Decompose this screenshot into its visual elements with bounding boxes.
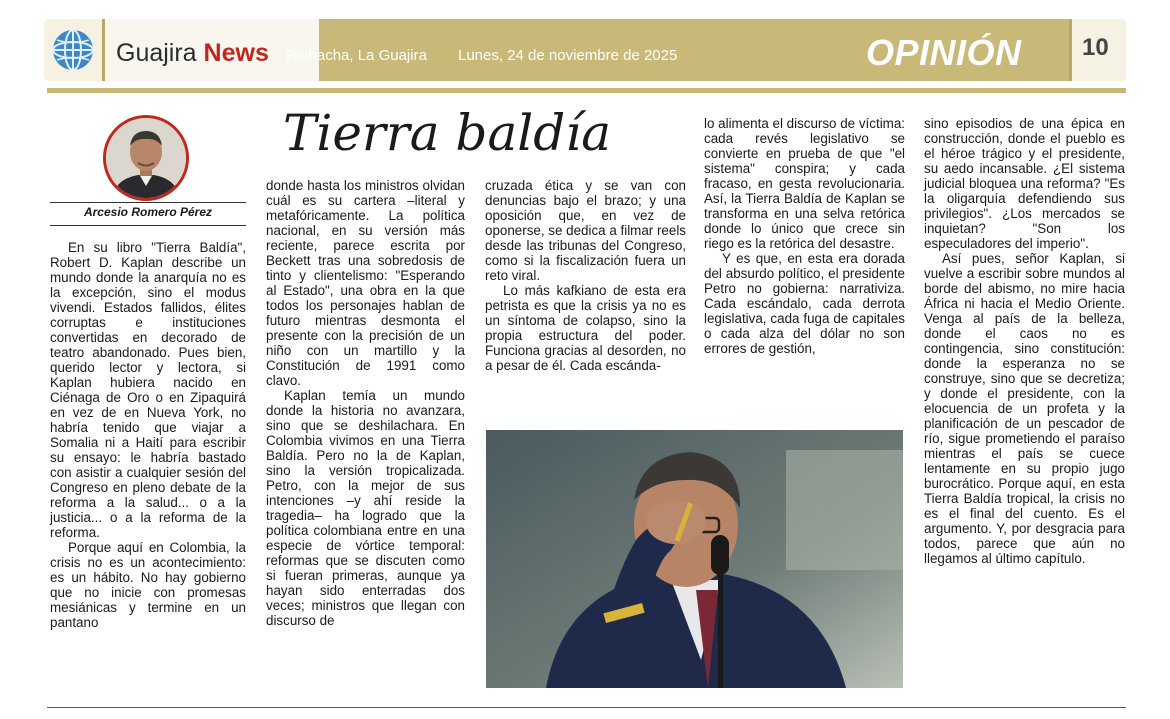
author-name: Arcesio Romero Pérez <box>83 205 213 219</box>
logo[interactable] <box>44 19 105 81</box>
article-column-4 <box>704 116 905 356</box>
author-divider-bottom <box>50 225 246 226</box>
paragraph: En su libro "Tierra Baldía", Robert D. Kaplan describe un mundo donde la anarquía no es la excepción, sino el modus vivendi. Estados fallidos, élites corruptas e instituciones convertidas en decorado de teatro abandonado. Pues bien, querido lector y lectora, si Kaplan hubiera nacido en Ciénaga de Oro o en Zipaquirá en vez de en Nueva York, no habría tenido que viajar a Somalia ni a Haití para escribir su ensayo: le habría bastado con asistir a cualquier sesión del Congreso en pleno debate de la reforma a la salud... o a la justicia... o a la reforma de la reforma. <box>50 240 246 540</box>
globe-icon <box>51 28 95 72</box>
section-title: OPINIÓN <box>866 32 1022 73</box>
article-column-5 <box>924 116 1125 566</box>
article-column-2 <box>266 178 465 628</box>
paragraph: Así pues, señor Kaplan, si vuelve a escribir sobre mundos al borde del abismo, no mire hacia África ni hacia el Medio Oriente. Venga al país de la belleza, donde el caos no es contingencia, sino constitución: donde la esperanza no se construye, sino que se decretiza; y donde el presidente, con la elocuencia de un profeta y la planificación de un pescador de río, sigue prometiendo el paraíso mientras el país se cuece lentamente en su propio jugo burocrático. Porque aquí, en esta Tierra Baldía tropical, la crisis no es el final del cuento. Es el argumento. Y, por desgracia para todos, parece que aún no llegamos al último capítulo. <box>924 251 1125 566</box>
author-portrait-icon <box>106 118 186 198</box>
article-photo <box>486 430 903 688</box>
paragraph: Y es que, en esta era dorada del absurdo político, el presidente Petro no gobierna: narrativiza. Cada escándalo, cada derrota legislativa, cada fuga de capitales o cada alza del dólar no son errores de gestión, <box>704 251 905 356</box>
dateline-city: Riohacha, La Guajira <box>286 47 427 64</box>
brand-accent: News <box>203 39 269 67</box>
brand-main: Guajira <box>116 39 197 67</box>
paragraph: sino episodios de una épica en construcción, donde el pueblo es el héroe trágico y el presidente, su aedo incansable. ¿El sistema judicial bloquea una reforma? "Es la oligarquía defendiendo sus privilegios". ¿Los mercados se inquietan? "Son los especuladores del imperio". <box>924 116 1125 251</box>
header-rule <box>47 88 1126 93</box>
page-number-box <box>1069 19 1126 81</box>
author-divider-top <box>50 202 246 203</box>
page-number: 10 <box>1082 34 1109 61</box>
author-photo <box>103 115 189 201</box>
paragraph: cruzada ética y se van con denuncias bajo el brazo; y una oposición que, en vez de oponerse, se dedica a filmar reels desde las tribunas del Congreso, como si la fiscalización fuera un reto viral. <box>485 178 686 283</box>
paragraph: Porque aquí en Colombia, la crisis no es un acontecimiento: es un hábito. No hay gobierno que no inicie con promesas mesiánicas y termine en un pantano <box>50 540 246 630</box>
footer-rule <box>47 707 1126 708</box>
paragraph: Lo más kafkiano de esta era petrista es que la crisis ya no es un síntoma de colapso, sino la propia estructura del poder. Funciona gracias al desorden, no a pesar de él. Cada escánda- <box>485 283 686 373</box>
paragraph: donde hasta los ministros olvidan cuál es su cartera –literal y metafóricamente. La política nacional, en su versión más reciente, parece escrita por Beckett tras una sobredosis de tinto y clientelismo: "Esperando al Estado", una obra en la que todos los personajes hablan de futuro mientras desmonta el presente con la precisión de un niño con un martillo y la Constitución de 1991 como clavo. <box>266 178 465 388</box>
header-band <box>44 19 1126 81</box>
article-column-3 <box>485 178 686 373</box>
article-headline: Tierra baldía <box>283 104 612 162</box>
dateline-date: Lunes, 24 de noviembre de 2025 <box>458 47 678 64</box>
photo-illustration <box>486 430 903 688</box>
article-column-1 <box>50 240 246 630</box>
paragraph: lo alimenta el discurso de víctima: cada revés legislativo se convierte en prueba de que "el sistema" conspira; y cada fracaso, en gesta revolucionaria. Así, la Tierra Baldía de Kaplan se transforma en una selva retórica donde lo único que crece sin riego es la retórica del desastre. <box>704 116 905 251</box>
brand-name[interactable] <box>116 39 269 68</box>
paragraph: Kaplan temía un mundo donde la historia no avanzara, sino que se deshilachara. En Colombia vivimos en una Tierra Baldía. Pero no la de Kaplan, sino la versión tropicalizada. Petro, con la mejor de sus intenciones –y ahí reside la tragedia– ha logrado que la política colombiana entre en una especie de vórtice temporal: reformas que se discuten como si fueran primeras, aunque ya hayan sido enterradas dos veces; ministros que llegan con discurso de <box>266 388 465 628</box>
